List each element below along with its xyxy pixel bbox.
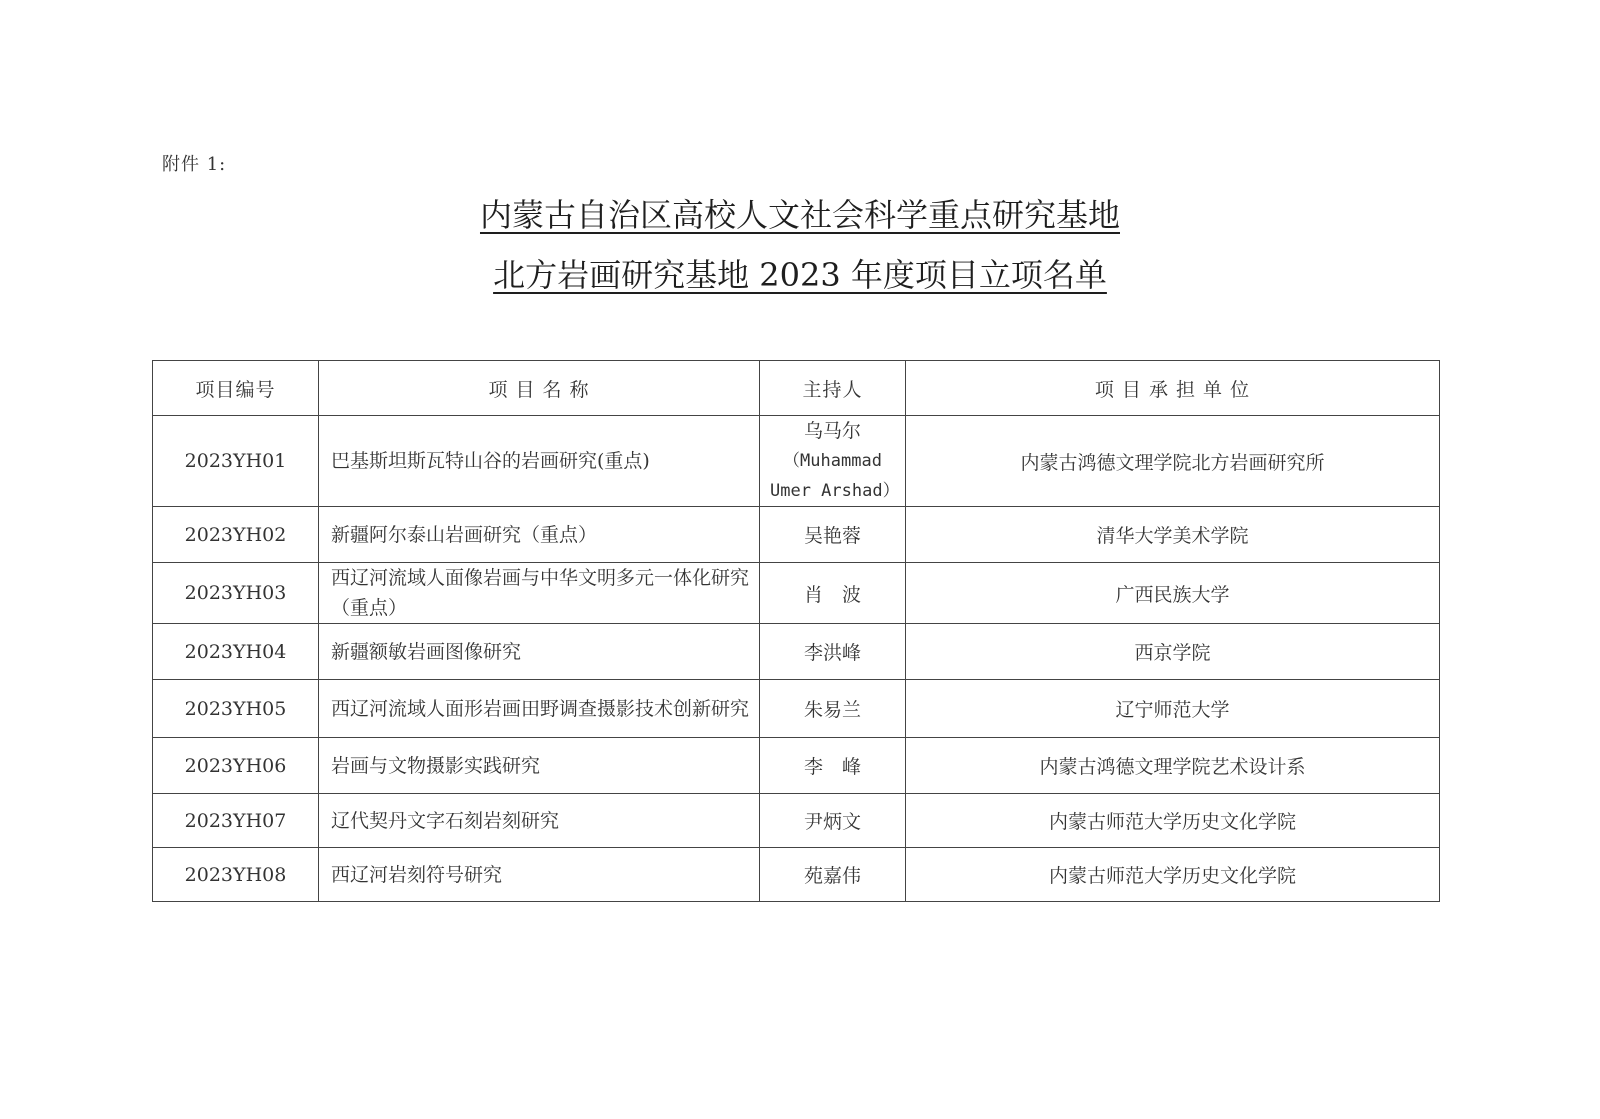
project-name: 新疆阿尔泰山岩画研究（重点） xyxy=(319,507,760,563)
project-name: 新疆额敏岩画图像研究 xyxy=(319,624,760,680)
project-name: 巴基斯坦斯瓦特山谷的岩画研究(重点) xyxy=(319,416,760,507)
table-row xyxy=(153,680,1440,738)
project-list-table xyxy=(152,360,1440,902)
project-name: 西辽河流域人面形岩画田野调查摄影技术创新研究 xyxy=(319,680,760,738)
project-leader: 苑嘉伟 xyxy=(760,848,906,902)
document-title-line2: 北方岩画研究基地 2023 年度项目立项名单 xyxy=(493,256,1107,294)
project-id: 2023YH05 xyxy=(153,680,319,738)
project-name: 西辽河流域人面像岩画与中华文明多元一体化研究（重点） xyxy=(319,563,760,624)
project-id: 2023YH04 xyxy=(153,624,319,680)
leader-name-en-line2: Umer Arshad） xyxy=(770,481,900,501)
document-title-line1: 内蒙古自治区高校人文社会科学重点研究基地 xyxy=(479,196,1120,234)
project-leader: 李 峰 xyxy=(760,738,906,794)
project-unit: 辽宁师范大学 xyxy=(906,680,1440,738)
project-id: 2023YH02 xyxy=(153,507,319,563)
table-row xyxy=(153,416,1440,507)
attachment-label: 附件 1: xyxy=(162,154,227,175)
project-id: 2023YH06 xyxy=(153,738,319,794)
project-leader: 吴艳蓉 xyxy=(760,507,906,563)
project-unit: 西京学院 xyxy=(906,624,1440,680)
table-row xyxy=(153,507,1440,563)
project-unit: 广西民族大学 xyxy=(906,563,1440,624)
project-leader: 尹炳文 xyxy=(760,794,906,848)
project-unit: 内蒙古师范大学历史文化学院 xyxy=(906,794,1440,848)
project-leader xyxy=(760,416,906,507)
header-leader: 主持人 xyxy=(760,361,906,416)
leader-name-en-line1: （Muhammad xyxy=(783,451,882,471)
header-project-name: 项 目 名 称 xyxy=(319,361,760,416)
leader-name-cn: 乌马尔 xyxy=(803,420,861,442)
table-row xyxy=(153,624,1440,680)
project-name: 西辽河岩刻符号研究 xyxy=(319,848,760,902)
table-row xyxy=(153,848,1440,902)
table-row xyxy=(153,738,1440,794)
project-name: 岩画与文物摄影实践研究 xyxy=(319,738,760,794)
project-unit: 内蒙古师范大学历史文化学院 xyxy=(906,848,1440,902)
header-unit: 项 目 承 担 单 位 xyxy=(906,361,1440,416)
table-row xyxy=(153,563,1440,624)
project-leader: 李洪峰 xyxy=(760,624,906,680)
project-leader: 肖 波 xyxy=(760,563,906,624)
project-id: 2023YH07 xyxy=(153,794,319,848)
project-id: 2023YH03 xyxy=(153,563,319,624)
project-id: 2023YH01 xyxy=(153,416,319,507)
header-project-id: 项目编号 xyxy=(153,361,319,416)
project-id: 2023YH08 xyxy=(153,848,319,902)
table-header-row xyxy=(153,361,1440,416)
project-unit: 清华大学美术学院 xyxy=(906,507,1440,563)
project-unit: 内蒙古鸿德文理学院艺术设计系 xyxy=(906,738,1440,794)
project-unit: 内蒙古鸿德文理学院北方岩画研究所 xyxy=(906,416,1440,507)
project-leader: 朱易兰 xyxy=(760,680,906,738)
project-name: 辽代契丹文字石刻岩刻研究 xyxy=(319,794,760,848)
table-row xyxy=(153,794,1440,848)
